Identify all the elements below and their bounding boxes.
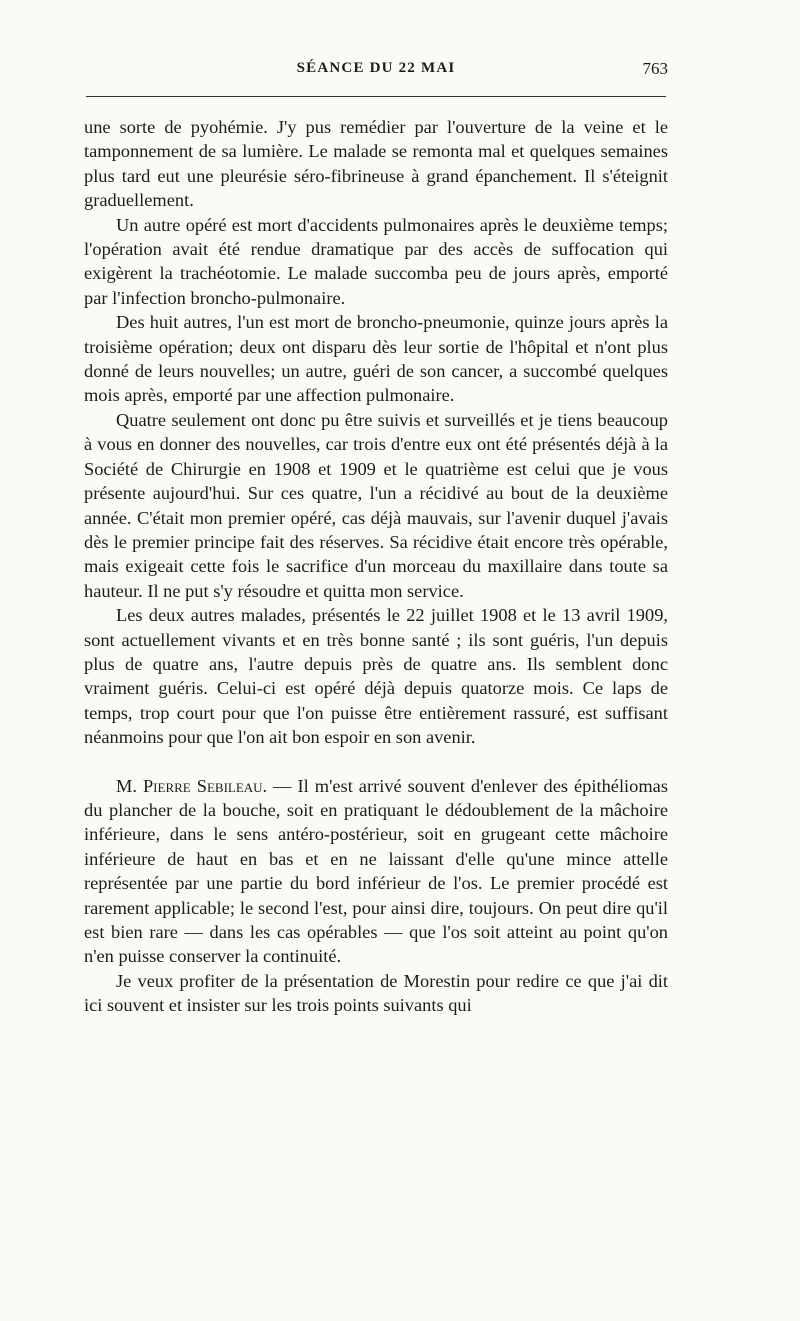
speaker-paragraph (84, 774, 668, 969)
paragraph: Les deux autres malades, présentés le 22 juillet 1908 et le 13 avril 1909, sont actuellement vivants et en très bonne santé ; ils sont guéris, l'un depuis plus de quatre ans, l'autre depuis près de quatre ans. Ils semblent donc vraiment guéris. Celui-ci est opéré déjà depuis quatorze mois. Ce laps de temps, trop court pour que l'on puisse être entièrement rassuré, est suffisant néanmoins pour que l'on ait bon espoir en son avenir. (84, 605, 668, 748)
header-rule (86, 96, 666, 97)
running-header (84, 60, 668, 84)
paragraph-continued: une sorte de pyohémie. J'y pus remédier par l'ouverture de la veine et le tamponnement de sa lumière. Le malade se remonta mal et quelques semaines plus tard eut une pleurésie séro-fibrineuse à grand épanchement. Il s'éteignit graduellement. (84, 117, 668, 211)
speaker-prefix: M. (116, 775, 143, 796)
paragraph: Je veux profiter de la présentation de Morestin pour redire ce que j'ai dit ici souvent et insister sur les trois points suivants qui (84, 970, 668, 1016)
body-text (84, 115, 668, 1018)
paragraph: Un autre opéré est mort d'accidents pulmonaires après le deuxième temps; l'opération avait été rendue dramatique par des accès de suffocation qui exigèrent la trachéotomie. Le malade succomba peu de jours après, emporté par l'infection broncho-pulmonaire. (84, 214, 668, 308)
page-number: 763 (642, 59, 668, 78)
paragraph: Des huit autres, l'un est mort de broncho-pneumonie, quinze jours après la troisième opération; deux ont disparu dès leur sortie de l'hôpital et n'ont plus donné de leurs nouvelles; un autre, guéri de son cancer, a succombé quelques mois après, emporté par une affection pulmonaire. (84, 312, 668, 406)
paragraph: Quatre seulement ont donc pu être suivis et surveillés et je tiens beaucoup à vous en donner des nouvelles, car trois d'entre eux ont été présentés déjà à la Société de Chirurgie en 1908 et 1909 et le quatrième est celui que je vous présente aujourd'hui. Sur ces quatre, l'un a récidivé au bout de la deuxième année. C'était mon premier opéré, cas déjà mauvais, sur l'avenir duquel j'avais dès le premier principe fait des réserves. Sa récidive était encore très opérable, mais exigeait cette fois le sacrifice d'un morceau du maxillaire dans toute sa hauteur. Il ne put s'y résoudre et quitta mon service. (84, 409, 668, 601)
speaker-name: Pierre Sebileau. (142, 775, 268, 796)
header-title: SÉANCE DU 22 MAI (296, 60, 456, 76)
speaker-text: — Il m'est arrivé souvent d'enlever des épithéliomas du plancher de la bouche, soit en pratiquant le dédoublement de la mâchoire inférieure, dans le sens antéro-postérieur, soit en grugeant cette mâchoire inférieure de haut en bas et en ne laissant d'elle qu'une mince attelle représentée par une partie du bord inférieur de l'os. Le premier procédé est rarement applicable; le second l'est, pour ainsi dire, toujours. On peut dire qu'il est bien rare — dans les cas opérables — que l'os soit atteint au point qu'on n'en puisse conserver la continuité. (84, 775, 668, 967)
